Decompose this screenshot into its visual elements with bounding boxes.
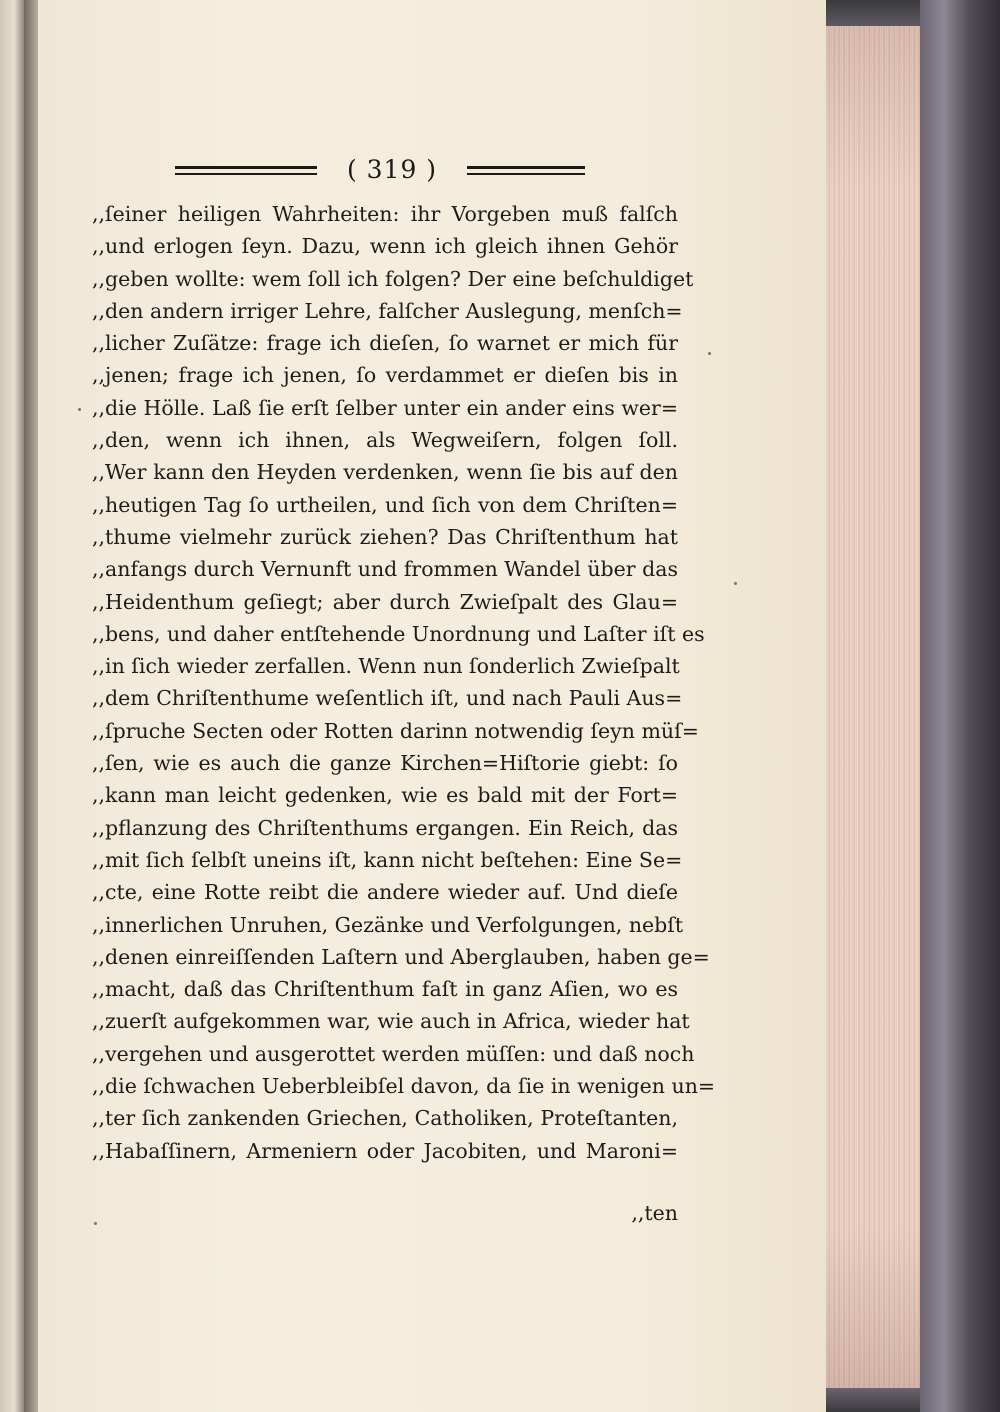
page-block-shade (826, 22, 922, 1392)
text-line: ,,macht, daß das Chriſtenthum faſt in ganz Aſien, wo es (92, 977, 678, 1002)
text-line: ,,thume vielmehr zurück ziehen? Das Chriſtenthum hat (92, 524, 678, 549)
book-cover (920, 0, 1000, 1412)
text-line: ,,geben wollte: wem ſoll ich folgen? Der eine beſchuldiget (92, 266, 694, 291)
text-line: ,,licher Zuſätze: frage ich dieſen, ſo warnet er mich für (92, 331, 678, 356)
paper-speck (734, 582, 737, 585)
text-line: ,,Habaſſinern, Armeniern oder Jacobiten, und Maroni= (92, 1138, 678, 1163)
text-line: ,,den, wenn ich ihnen, als Wegweiſern, folgen ſoll. (92, 428, 678, 453)
text-line: ,,pflanzung des Chriſtenthums ergangen. Ein Reich, das (92, 815, 678, 840)
header-rule-right (467, 166, 585, 175)
text-line: ,,Wer kann den Heyden verdenken, wenn ſie bis auf den (92, 460, 678, 485)
paper-speck (708, 352, 711, 355)
text-line: ,,heutigen Tag ſo urtheilen, und ſich von dem Chriſten= (92, 492, 678, 517)
text-line: ,,ſpruche Secten oder Rotten darinn notwendig ſeyn müſ= (92, 718, 699, 743)
text-line: ,,cte, eine Rotte reibt die andere wieder auf. Und dieſe (92, 880, 678, 905)
text-line: ,,vergehen und ausgerottet werden müſſen: und daß noch (92, 1041, 695, 1066)
book-gutter (24, 0, 38, 1412)
text-line: ,,ſen, wie es auch die ganze Kirchen=Hiſtorie giebt: ſo (92, 751, 678, 776)
text-line: ,,dem Chriſtenthume weſentlich iſt, und nach Pauli Aus= (92, 686, 683, 711)
text-line: ,,in ſich wieder zerfallen. Wenn nun ſonderlich Zwieſpalt (92, 654, 680, 679)
text-line: ,,die Hölle. Laß ſie erſt ſelber unter ein ander eins wer= (92, 395, 678, 420)
text-line: ,,den andern irriger Lehre, falſcher Auslegung, menſch= (92, 298, 683, 323)
previous-page-edge (0, 0, 24, 1412)
text-line: ,,ter ſich zankenden Griechen, Catholiken, Proteſtanten, (92, 1106, 678, 1131)
text-line: ,,und erlogen ſeyn. Dazu, wenn ich gleich ihnen Gehör (92, 234, 678, 259)
header-rule-left (175, 166, 317, 175)
page-number: ( 319 ) (346, 155, 438, 184)
paper-speck (94, 1222, 97, 1225)
text-line: ,,kann man leicht gedenken, wie es bald mit der Fort= (92, 783, 678, 808)
page-header (175, 157, 585, 187)
catchword: ,,ten (631, 1201, 678, 1225)
text-line: ,,zuerſt aufgekommen war, wie auch in Africa, wieder hat (92, 1009, 690, 1034)
text-line: ,,die ſchwachen Ueberbleibſel davon, da ſie in wenigen un= (92, 1074, 716, 1099)
text-line: ,,innerlichen Unruhen, Gezänke und Verfolgungen, nebſt (92, 912, 684, 937)
text-line: ,,mit ſich ſelbſt uneins iſt, kann nicht beſtehen: Eine Se= (92, 847, 683, 872)
text-line: ,,jenen; frage ich jenen, ſo verdammet er dieſen bis in (92, 363, 678, 388)
text-line: ,,bens, und daher entſtehende Unordnung und Laſter iſt es (92, 621, 705, 646)
body-text (92, 198, 716, 1167)
text-line: ,,ſeiner heiligen Wahrheiten: ihr Vorgeben muß falſch (92, 202, 678, 226)
text-line: ,,Heidenthum geſiegt; aber durch Zwieſpalt des Glau= (92, 589, 678, 614)
paper-speck (78, 408, 81, 411)
text-line: ,,anfangs durch Vernunft und frommen Wandel über das (92, 557, 678, 582)
text-line: ,,denen einreiſſenden Laſtern und Aberglauben, haben ge= (92, 944, 710, 969)
